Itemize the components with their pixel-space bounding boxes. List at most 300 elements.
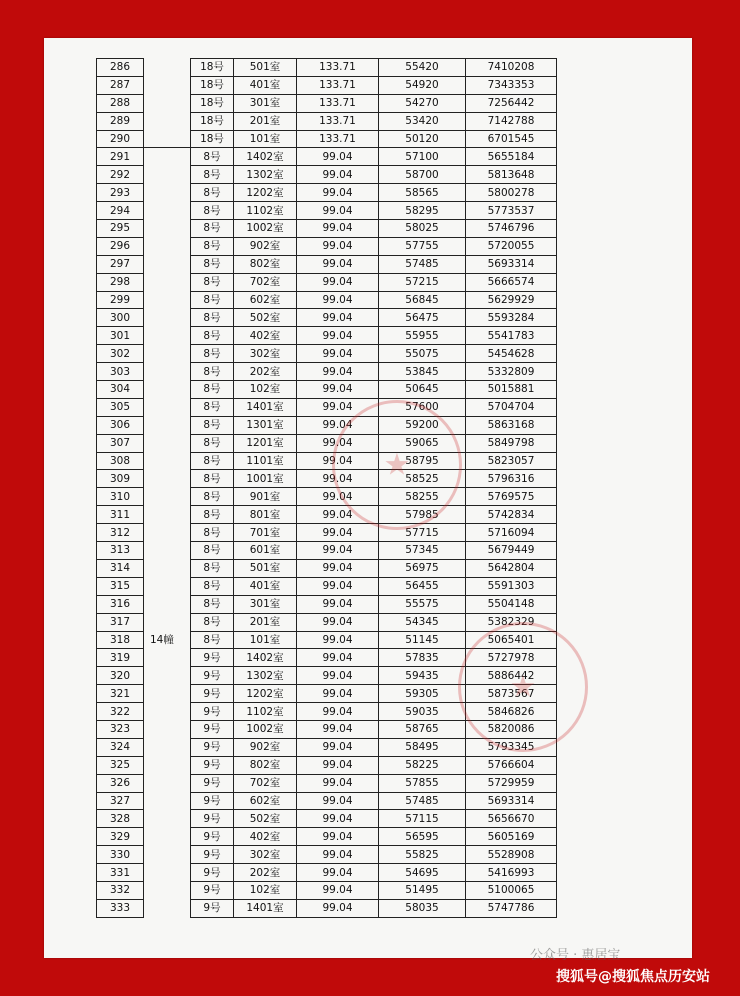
unit-number: 9号 (191, 810, 234, 828)
building-cell (144, 452, 191, 470)
room-number: 401室 (234, 577, 297, 595)
unit-price: 59035 (379, 703, 466, 721)
total-price: 5528908 (466, 846, 557, 864)
floor-area: 99.04 (297, 184, 379, 202)
table-row (97, 828, 557, 846)
total-price: 5655184 (466, 148, 557, 166)
unit-price: 54270 (379, 94, 466, 112)
price-table (96, 58, 557, 918)
building-cell (144, 756, 191, 774)
unit-price: 58700 (379, 166, 466, 184)
floor-area: 99.04 (297, 774, 379, 792)
floor-area: 99.04 (297, 756, 379, 774)
table-row (97, 59, 557, 77)
row-number: 293 (97, 184, 144, 202)
building-cell (144, 559, 191, 577)
row-number: 295 (97, 220, 144, 238)
floor-area: 99.04 (297, 488, 379, 506)
floor-area: 99.04 (297, 559, 379, 577)
floor-area: 99.04 (297, 452, 379, 470)
unit-price: 58295 (379, 202, 466, 220)
unit-price: 58765 (379, 720, 466, 738)
room-number: 702室 (234, 774, 297, 792)
unit-price: 57345 (379, 542, 466, 560)
floor-area: 99.04 (297, 649, 379, 667)
unit-number: 9号 (191, 685, 234, 703)
unit-number: 9号 (191, 756, 234, 774)
row-number: 303 (97, 363, 144, 381)
unit-price: 57215 (379, 273, 466, 291)
building-cell (144, 220, 191, 238)
floor-area: 133.71 (297, 76, 379, 94)
unit-number: 8号 (191, 381, 234, 399)
table-row (97, 542, 557, 560)
total-price: 5766604 (466, 756, 557, 774)
building-cell (144, 488, 191, 506)
unit-price: 51145 (379, 631, 466, 649)
row-number: 286 (97, 59, 144, 77)
floor-area: 99.04 (297, 524, 379, 542)
unit-price: 54695 (379, 864, 466, 882)
table-row (97, 756, 557, 774)
unit-price: 56475 (379, 309, 466, 327)
row-number: 314 (97, 559, 144, 577)
building-cell (144, 255, 191, 273)
unit-number: 9号 (191, 738, 234, 756)
unit-number: 8号 (191, 166, 234, 184)
building-cell (144, 112, 191, 130)
room-number: 1002室 (234, 720, 297, 738)
unit-price: 58565 (379, 184, 466, 202)
table-row (97, 166, 557, 184)
unit-number: 8号 (191, 577, 234, 595)
row-number: 288 (97, 94, 144, 112)
floor-area: 99.04 (297, 899, 379, 917)
unit-price: 59065 (379, 434, 466, 452)
table-row (97, 452, 557, 470)
row-number: 292 (97, 166, 144, 184)
unit-number: 8号 (191, 148, 234, 166)
row-number: 318 (97, 631, 144, 649)
unit-number: 8号 (191, 202, 234, 220)
table-row (97, 76, 557, 94)
room-number: 301室 (234, 94, 297, 112)
row-number: 306 (97, 416, 144, 434)
unit-number: 8号 (191, 363, 234, 381)
table-row (97, 792, 557, 810)
unit-number: 8号 (191, 220, 234, 238)
table-row (97, 774, 557, 792)
total-price: 5746796 (466, 220, 557, 238)
room-number: 1201室 (234, 434, 297, 452)
room-number: 201室 (234, 613, 297, 631)
building-cell (144, 506, 191, 524)
unit-number: 8号 (191, 184, 234, 202)
table-row (97, 846, 557, 864)
unit-price: 57985 (379, 506, 466, 524)
table-row (97, 327, 557, 345)
room-number: 1102室 (234, 703, 297, 721)
floor-area: 133.71 (297, 130, 379, 148)
total-price: 5693314 (466, 255, 557, 273)
row-number: 326 (97, 774, 144, 792)
row-number: 304 (97, 381, 144, 399)
building-cell (144, 94, 191, 112)
room-number: 602室 (234, 792, 297, 810)
floor-area: 99.04 (297, 381, 379, 399)
unit-price: 59435 (379, 667, 466, 685)
row-number: 297 (97, 255, 144, 273)
unit-price: 57855 (379, 774, 466, 792)
unit-number: 8号 (191, 255, 234, 273)
room-number: 1402室 (234, 148, 297, 166)
floor-area: 133.71 (297, 112, 379, 130)
room-number: 1302室 (234, 166, 297, 184)
building-cell (144, 309, 191, 327)
total-price: 5747786 (466, 899, 557, 917)
building-cell (144, 184, 191, 202)
room-number: 1102室 (234, 202, 297, 220)
table-row (97, 184, 557, 202)
building-cell (144, 846, 191, 864)
room-number: 1101室 (234, 452, 297, 470)
floor-area: 133.71 (297, 94, 379, 112)
floor-area: 99.04 (297, 703, 379, 721)
table-row (97, 810, 557, 828)
table-row (97, 220, 557, 238)
total-price: 5332809 (466, 363, 557, 381)
unit-number: 8号 (191, 488, 234, 506)
room-number: 401室 (234, 76, 297, 94)
unit-price: 57600 (379, 398, 466, 416)
table-row (97, 130, 557, 148)
total-price: 7410208 (466, 59, 557, 77)
table-row (97, 613, 557, 631)
unit-number: 8号 (191, 506, 234, 524)
unit-number: 9号 (191, 846, 234, 864)
room-number: 1402室 (234, 649, 297, 667)
building-cell (144, 148, 191, 166)
table-row (97, 381, 557, 399)
building-cell (144, 237, 191, 255)
row-number: 323 (97, 720, 144, 738)
room-number: 102室 (234, 881, 297, 899)
unit-price: 55955 (379, 327, 466, 345)
room-number: 302室 (234, 846, 297, 864)
floor-area: 99.04 (297, 685, 379, 703)
building-cell (144, 130, 191, 148)
unit-price: 57715 (379, 524, 466, 542)
row-number: 315 (97, 577, 144, 595)
total-price: 5656670 (466, 810, 557, 828)
room-number: 1401室 (234, 398, 297, 416)
unit-number: 8号 (191, 559, 234, 577)
building-cell (144, 685, 191, 703)
floor-area: 99.04 (297, 220, 379, 238)
building-cell (144, 470, 191, 488)
row-number: 301 (97, 327, 144, 345)
total-price: 5823057 (466, 452, 557, 470)
building-cell (144, 434, 191, 452)
unit-price: 55825 (379, 846, 466, 864)
building-cell (144, 899, 191, 917)
building-cell (144, 864, 191, 882)
room-number: 702室 (234, 273, 297, 291)
building-cell (144, 327, 191, 345)
unit-number: 9号 (191, 828, 234, 846)
total-price: 5820086 (466, 720, 557, 738)
table-row (97, 345, 557, 363)
row-number: 327 (97, 792, 144, 810)
room-number: 302室 (234, 345, 297, 363)
total-price: 5382329 (466, 613, 557, 631)
total-price: 5504148 (466, 595, 557, 613)
row-number: 305 (97, 398, 144, 416)
total-price: 5015881 (466, 381, 557, 399)
row-number: 296 (97, 237, 144, 255)
unit-number: 9号 (191, 774, 234, 792)
total-price: 5679449 (466, 542, 557, 560)
floor-area: 99.04 (297, 398, 379, 416)
table-row (97, 202, 557, 220)
total-price: 5873567 (466, 685, 557, 703)
row-number: 332 (97, 881, 144, 899)
floor-area: 99.04 (297, 792, 379, 810)
floor-area: 99.04 (297, 595, 379, 613)
unit-number: 18号 (191, 130, 234, 148)
unit-number: 8号 (191, 470, 234, 488)
table-row (97, 148, 557, 166)
building-cell (144, 613, 191, 631)
unit-number: 8号 (191, 595, 234, 613)
building-cell (144, 881, 191, 899)
room-number: 201室 (234, 112, 297, 130)
building-cell (144, 667, 191, 685)
floor-area: 99.04 (297, 434, 379, 452)
unit-number: 18号 (191, 59, 234, 77)
row-number: 302 (97, 345, 144, 363)
table-row (97, 506, 557, 524)
unit-price: 58525 (379, 470, 466, 488)
building-cell (144, 703, 191, 721)
table-row (97, 577, 557, 595)
total-price: 5541783 (466, 327, 557, 345)
total-price: 5800278 (466, 184, 557, 202)
building-cell (144, 828, 191, 846)
building-cell (144, 59, 191, 77)
building-cell (144, 595, 191, 613)
unit-price: 57485 (379, 255, 466, 273)
unit-number: 8号 (191, 327, 234, 345)
total-price: 5727978 (466, 649, 557, 667)
unit-number: 8号 (191, 524, 234, 542)
total-price: 5605169 (466, 828, 557, 846)
unit-price: 57485 (379, 792, 466, 810)
total-price: 5591303 (466, 577, 557, 595)
room-number: 1301室 (234, 416, 297, 434)
row-number: 322 (97, 703, 144, 721)
total-price: 5769575 (466, 488, 557, 506)
building-cell (144, 738, 191, 756)
total-price: 5704704 (466, 398, 557, 416)
unit-price: 58495 (379, 738, 466, 756)
row-number: 312 (97, 524, 144, 542)
unit-price: 58035 (379, 899, 466, 917)
room-number: 1302室 (234, 667, 297, 685)
building-cell (144, 774, 191, 792)
building-cell (144, 273, 191, 291)
total-price: 5593284 (466, 309, 557, 327)
unit-price: 53845 (379, 363, 466, 381)
watermark-text: 公众号 · 惠居宝 (530, 948, 621, 963)
building-cell (144, 381, 191, 399)
red-seal-stamp (332, 400, 462, 530)
room-number: 402室 (234, 828, 297, 846)
room-number: 602室 (234, 291, 297, 309)
row-number: 321 (97, 685, 144, 703)
footer-credit: 搜狐号@搜狐焦点历安站 (556, 969, 710, 985)
building-cell (144, 345, 191, 363)
unit-price: 57100 (379, 148, 466, 166)
unit-number: 8号 (191, 416, 234, 434)
row-number: 294 (97, 202, 144, 220)
floor-area: 99.04 (297, 864, 379, 882)
total-price: 5100065 (466, 881, 557, 899)
table-row (97, 595, 557, 613)
row-number: 307 (97, 434, 144, 452)
row-number: 310 (97, 488, 144, 506)
total-price: 5416993 (466, 864, 557, 882)
room-number: 801室 (234, 506, 297, 524)
row-number: 330 (97, 846, 144, 864)
floor-area: 99.04 (297, 237, 379, 255)
unit-price: 50645 (379, 381, 466, 399)
total-price: 5642804 (466, 559, 557, 577)
row-number: 291 (97, 148, 144, 166)
unit-number: 9号 (191, 703, 234, 721)
building-cell (144, 291, 191, 309)
floor-area: 99.04 (297, 631, 379, 649)
total-price: 5729959 (466, 774, 557, 792)
table-row (97, 112, 557, 130)
row-number: 287 (97, 76, 144, 94)
unit-number: 8号 (191, 309, 234, 327)
unit-price: 57835 (379, 649, 466, 667)
row-number: 325 (97, 756, 144, 774)
floor-area: 133.71 (297, 59, 379, 77)
unit-price: 58225 (379, 756, 466, 774)
floor-area: 99.04 (297, 327, 379, 345)
total-price: 5629929 (466, 291, 557, 309)
total-price: 5773537 (466, 202, 557, 220)
total-price: 5065401 (466, 631, 557, 649)
building-cell (144, 76, 191, 94)
floor-area: 99.04 (297, 273, 379, 291)
table-row (97, 237, 557, 255)
floor-area: 99.04 (297, 345, 379, 363)
table-row (97, 398, 557, 416)
total-price: 7256442 (466, 94, 557, 112)
room-number: 1001室 (234, 470, 297, 488)
room-number: 802室 (234, 255, 297, 273)
table-row (97, 434, 557, 452)
floor-area: 99.04 (297, 542, 379, 560)
building-cell (144, 416, 191, 434)
unit-price: 51495 (379, 881, 466, 899)
total-price: 5849798 (466, 434, 557, 452)
total-price: 5793345 (466, 738, 557, 756)
room-number: 601室 (234, 542, 297, 560)
row-number: 299 (97, 291, 144, 309)
unit-price: 58795 (379, 452, 466, 470)
unit-number: 9号 (191, 667, 234, 685)
room-number: 802室 (234, 756, 297, 774)
building-cell (144, 792, 191, 810)
unit-number: 18号 (191, 94, 234, 112)
floor-area: 99.04 (297, 506, 379, 524)
total-price: 5742834 (466, 506, 557, 524)
floor-area: 99.04 (297, 613, 379, 631)
unit-number: 8号 (191, 273, 234, 291)
total-price: 5720055 (466, 237, 557, 255)
unit-price: 53420 (379, 112, 466, 130)
room-number: 902室 (234, 738, 297, 756)
row-number: 308 (97, 452, 144, 470)
room-number: 402室 (234, 327, 297, 345)
row-number: 333 (97, 899, 144, 917)
room-number: 1401室 (234, 899, 297, 917)
row-number: 289 (97, 112, 144, 130)
table-row (97, 881, 557, 899)
row-number: 317 (97, 613, 144, 631)
unit-number: 8号 (191, 398, 234, 416)
unit-number: 9号 (191, 881, 234, 899)
building-cell (144, 202, 191, 220)
unit-number: 9号 (191, 792, 234, 810)
room-number: 901室 (234, 488, 297, 506)
unit-price: 59200 (379, 416, 466, 434)
red-seal-stamp-2 (458, 622, 588, 752)
unit-number: 9号 (191, 899, 234, 917)
row-number: 329 (97, 828, 144, 846)
row-number: 309 (97, 470, 144, 488)
floor-area: 99.04 (297, 166, 379, 184)
unit-number: 9号 (191, 864, 234, 882)
floor-area: 99.04 (297, 881, 379, 899)
room-number: 202室 (234, 363, 297, 381)
unit-number: 8号 (191, 291, 234, 309)
building-cell (144, 398, 191, 416)
unit-price: 56455 (379, 577, 466, 595)
unit-price: 57115 (379, 810, 466, 828)
floor-area: 99.04 (297, 416, 379, 434)
floor-area: 99.04 (297, 810, 379, 828)
unit-price: 58025 (379, 220, 466, 238)
room-number: 1002室 (234, 220, 297, 238)
unit-price: 56845 (379, 291, 466, 309)
total-price: 5886442 (466, 667, 557, 685)
table-row (97, 864, 557, 882)
table-row (97, 273, 557, 291)
table-row (97, 94, 557, 112)
row-number: 319 (97, 649, 144, 667)
building-cell (144, 166, 191, 184)
row-number: 313 (97, 542, 144, 560)
row-number: 290 (97, 130, 144, 148)
table-row (97, 363, 557, 381)
building-cell (144, 577, 191, 595)
room-number: 902室 (234, 237, 297, 255)
